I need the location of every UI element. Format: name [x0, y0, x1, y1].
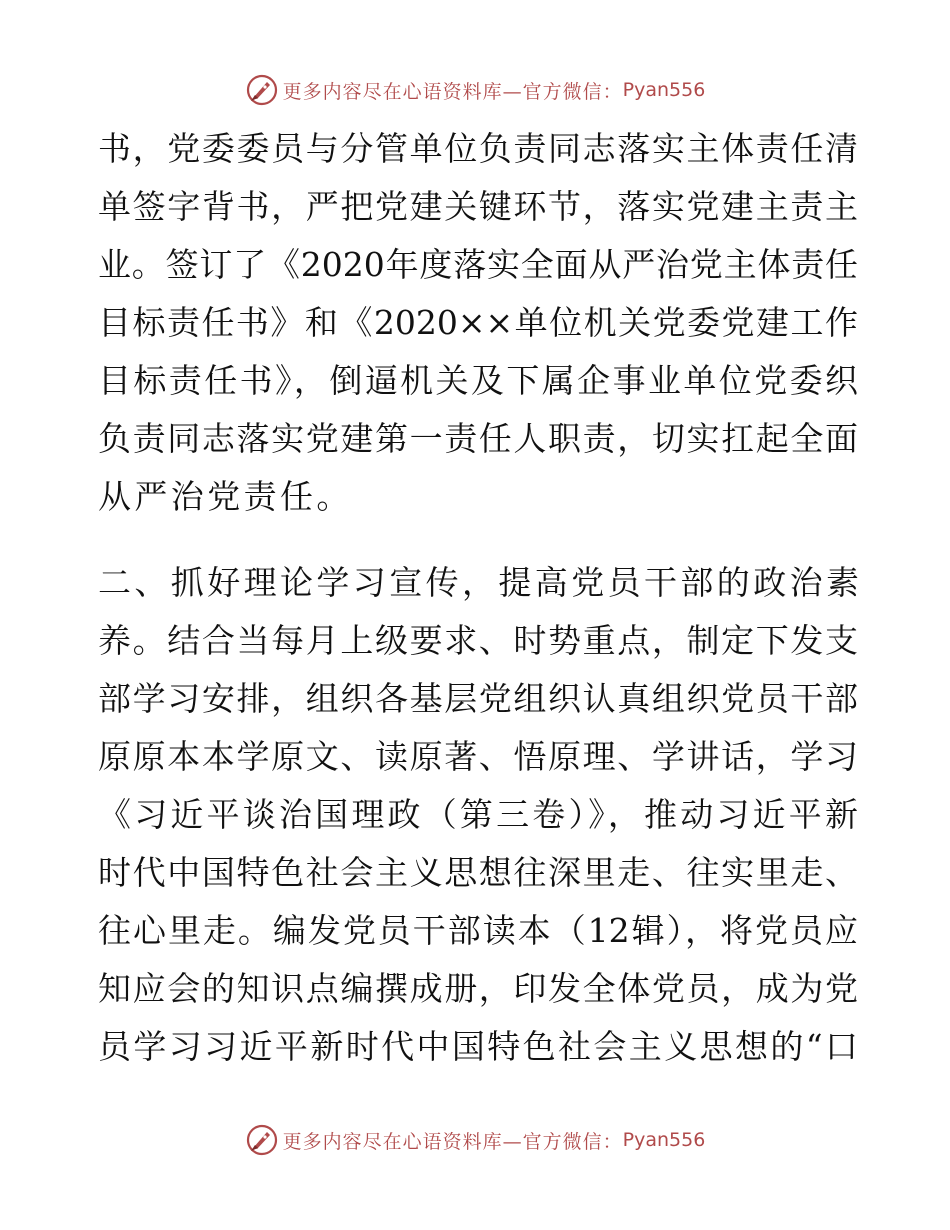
header-watermark [0, 70, 950, 110]
text-line: 部学习安排，组织各基层党组织认真组织党员干部 [98, 679, 858, 718]
text-line: 往心里走。编发党员干部读本（12辑），将党员应 [98, 911, 858, 950]
watermark-text: 更多内容尽在心语资料库—官方微信： [282, 1130, 623, 1153]
watermark-text: 更多内容尽在心语资料库—官方微信： [282, 80, 623, 103]
footer-watermark [0, 1120, 950, 1160]
text-line: 原原本本学原文、读原著、悟原理、学讲话，学习 [98, 737, 858, 776]
pen-nib-circle-icon [245, 1123, 279, 1157]
text-line: 目标责任书》和《2020××单位机关党委党建工作 [98, 303, 858, 342]
text-line: 负责同志落实党建第一责任人职责，切实扛起全面 [98, 419, 858, 458]
watermark-wechat-id: Pyan556 [622, 1129, 706, 1151]
text-line: 单签字背书，严把党建关键环节，落实党建主责主 [98, 187, 858, 226]
text-line: 二、抓好理论学习宣传，提高党员干部的政治素 [98, 563, 863, 602]
text-line: 业。签订了《2020年度落实全面从严治党主体责任 [98, 245, 858, 284]
text-line: 书，党委委员与分管单位负责同志落实主体责任清 [98, 129, 858, 168]
text-line: 养。结合当每月上级要求、时势重点，制定下发支 [98, 621, 858, 660]
text-line: 从严治党责任。 [98, 477, 353, 516]
body-text [98, 120, 863, 1076]
text-line: 《习近平谈治国理政（第三卷）》，推动习近平新 [98, 795, 858, 834]
text-line: 知应会的知识点编撰成册，印发全体党员，成为党 [98, 969, 858, 1008]
text-line: 时代中国特色社会主义思想往深里走、往实里走、 [98, 853, 858, 892]
paragraph-gap [98, 526, 858, 554]
paragraph-1 [98, 120, 858, 526]
pen-nib-circle-icon [245, 73, 279, 107]
watermark-wechat-id: Pyan556 [622, 79, 706, 101]
text-line: 目标责任书》，倒逼机关及下属企事业单位党委织 [98, 361, 858, 400]
paragraph-2 [98, 554, 863, 1076]
text-line: 员学习习近平新时代中国特色社会主义思想的“口 [98, 1027, 858, 1066]
